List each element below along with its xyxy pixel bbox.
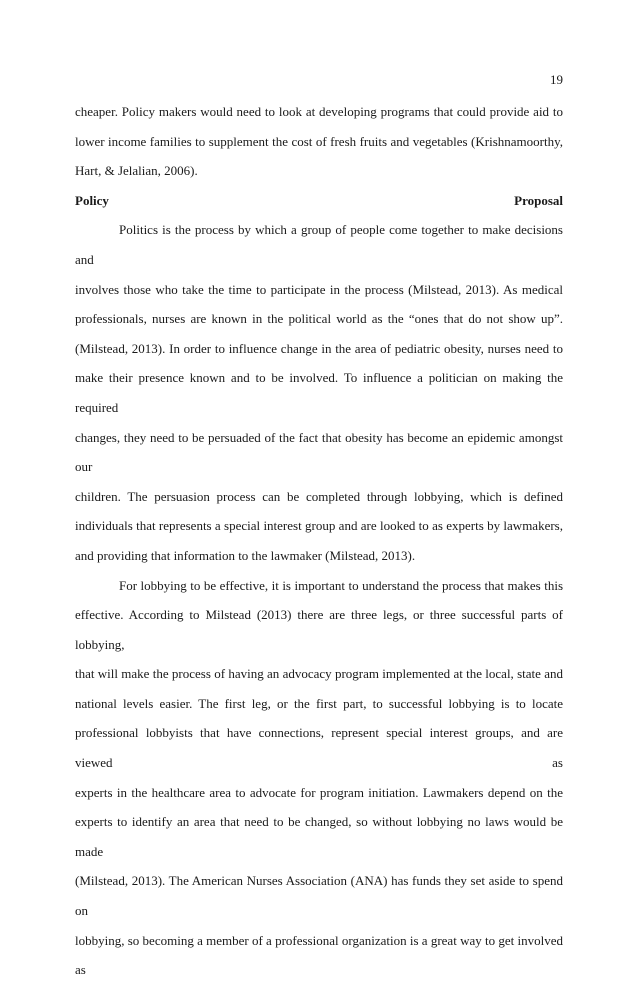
body-text [75,97,563,985]
paragraph-3-line: experts to identify an area that need to be changed, so without lobbying no laws would be made [75,814,563,859]
page-number: 19 [550,72,563,87]
paragraph-3-line: professional lobbyists that have connections, represent special interest groups, and are viewed as [75,725,563,771]
paragraph-3-line: national levels easier. The first leg, or the first part, to successful lobbying is to locate [75,695,563,711]
section-heading: Policy Proposal [75,192,563,208]
paragraph-2-line: professionals, nurses are known in the political world as the “ones that do not show up”. [75,311,563,327]
paragraph-2-line: make their presence known and to be involved. To influence a politician on making the required [75,370,563,415]
paragraph-3-line: experts in the healthcare area to advocate for program initiation. Lawmakers depend on the [75,784,563,800]
paragraph-2-line: changes, they need to be persuaded of the fact that obesity has become an epidemic amongst our [75,429,563,475]
paragraph-3-line: (Milstead, 2013). The American Nurses Association (ANA) has funds they set aside to spend on [75,873,563,919]
paragraph-3-line: For lobbying to be effective, it is important to understand the process that makes this [119,577,563,593]
paragraph-1-line: lower income families to supplement the cost of fresh fruits and vegetables (Krishnamoorthy, [75,133,563,149]
paragraph-3-line: effective. According to Milstead (2013) there are three legs, or three successful parts of lobbying, [75,607,563,652]
paragraph-2-line: and providing that information to the lawmaker (Milstead, 2013). [75,547,416,563]
paragraph-2-line: individuals that represents a special interest group and are looked to as experts by lawmakers, [75,518,563,534]
paragraph-2-line: (Milstead, 2013). In order to influence change in the area of pediatric obesity, nurses need to [75,340,563,356]
paragraph-2-line: Politics is the process by which a group of people come together to make decisions and [75,222,563,267]
paragraph-1-line: cheaper. Policy makers would need to look at developing programs that could provide aid to [75,104,563,119]
paragraph-3-line: lobbying, so becoming a member of a professional organization is a great way to get involved as [75,932,563,978]
paragraph-1-line: Hart, & Jelalian, 2006). [75,163,198,179]
paragraph-2-line: involves those who take the time to participate in the process (Milstead, 2013). As medical [75,281,563,297]
paragraph-3-line: that will make the process of having an advocacy program implemented at the local, state and [75,666,563,682]
paragraph-2-line: children. The persuasion process can be completed through lobbying, which is defined [75,488,563,504]
